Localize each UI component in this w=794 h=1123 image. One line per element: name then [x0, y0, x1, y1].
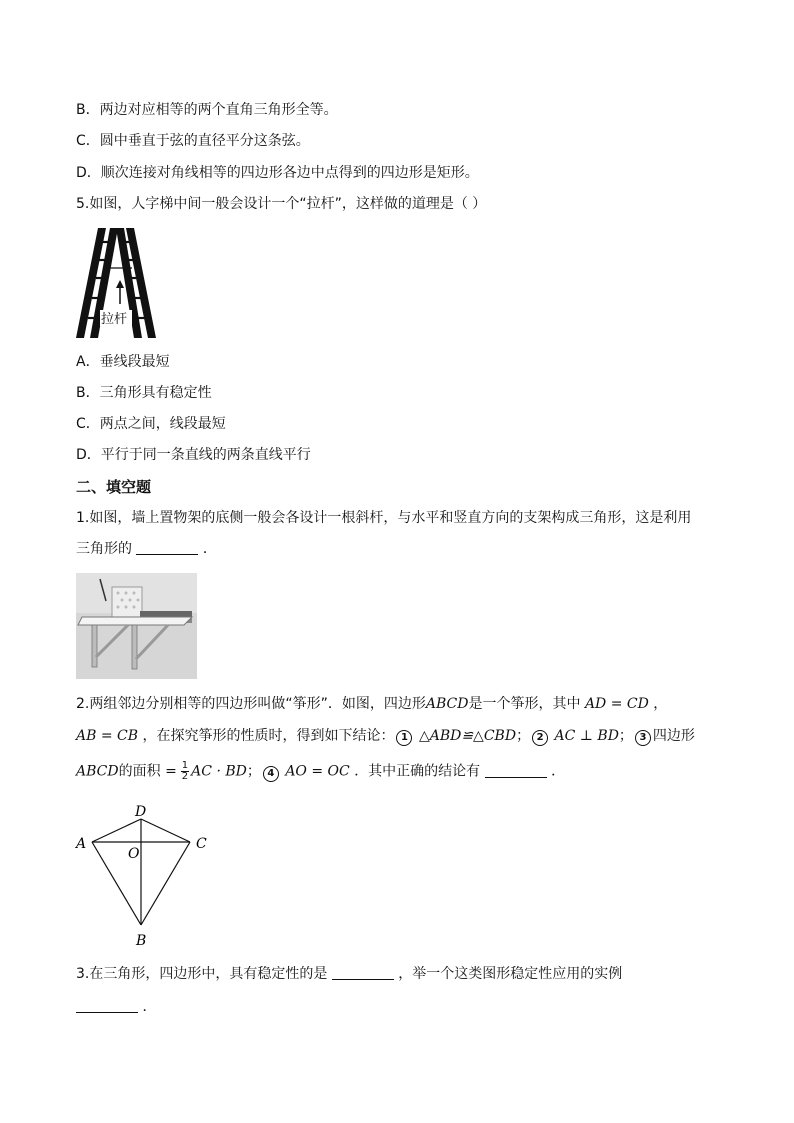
q5-option-a: A．垂线段最短	[76, 354, 170, 370]
fill-2-text: ．其中正确的结论有	[354, 763, 481, 780]
fill-1-line-1: 1.如图，墙上置物架的底侧一般会各设计一根斜杆，与水平和竖直方向的支架构成三角形，这是利用	[76, 510, 692, 526]
fill-2-line-1	[76, 694, 667, 714]
ladder-figure	[76, 228, 156, 340]
q5-option-b: B．三角形具有稳定性	[76, 385, 212, 401]
fill-2-text: ，	[653, 696, 668, 712]
circled-4-icon: 4	[263, 766, 279, 782]
side-cb	[141, 842, 190, 925]
quad-abcd: ABCD	[76, 763, 119, 780]
fill-2-line-3: ABCD的面积 = $\frac{1}{2}$ AC · BD； 4 AO = OC ．其中正确的结论有 ．	[76, 760, 566, 782]
fill-2-text: ，在探究筝形的性质时，得到如下结论：	[142, 728, 395, 744]
fill-3-blank-2[interactable]	[76, 998, 138, 1013]
fraction-denominator: 2	[181, 771, 189, 782]
fill-2-text: ．	[551, 763, 566, 780]
conclusion-3: 四边形	[652, 728, 695, 744]
q5-option-c: C．两点之间，线段最短	[76, 416, 226, 432]
fill-3-text: ，举一个这类图形稳定性应用的实例	[398, 966, 623, 982]
fill-3-line-2	[76, 997, 156, 1017]
fill-3-text: 3.在三角形，四边形中，具有稳定性的是	[76, 966, 328, 982]
fill-3-text: ．	[142, 999, 157, 1015]
option-d-q4: D．顺次连接对角线相等的四边形各边中点得到的四边形是矩形。	[76, 165, 479, 181]
fill-1-suffix: ．	[202, 541, 217, 557]
side-ad	[92, 819, 141, 842]
fill-1-prefix: 三角形的	[76, 541, 132, 557]
option-c-q4: C．圆中垂直于弦的直径平分这条弦。	[76, 133, 310, 149]
side-dc	[141, 819, 190, 842]
section-heading-fill-in: 二、填空题	[76, 478, 152, 496]
eq-ad-cd: AD = CD	[584, 696, 649, 712]
fill-2-blank[interactable]	[485, 763, 547, 778]
area-text: 的面积	[118, 763, 161, 780]
point-o-label: O	[128, 846, 140, 862]
fill-1-line-2	[76, 539, 217, 559]
fill-2-text: 是一个筝形，其中	[468, 696, 581, 712]
conclusion-1: △ABD≌△CBD	[418, 728, 517, 744]
question-5-stem: 5.如图，人字梯中间一般会设计一个“拉杆”，这样做的道理是（ ）	[76, 196, 487, 212]
fill-3-blank-1[interactable]	[332, 965, 394, 980]
option-b-q4: B．两边对应相等的两个直角三角形全等。	[76, 102, 338, 118]
fraction-one-half	[181, 761, 189, 782]
quad-abcd: ABCD	[425, 696, 469, 712]
point-c-label: C	[196, 836, 207, 852]
q5-option-d: D．平行于同一条直线的两条直线平行	[76, 447, 311, 463]
equals-sign: =	[165, 763, 177, 780]
circled-1-icon: 1	[396, 730, 412, 746]
point-a-label: A	[76, 836, 87, 852]
fraction-numerator: 1	[181, 760, 189, 771]
eq-ab-cb: AB = CB	[76, 728, 139, 744]
fill-1-blank[interactable]	[136, 540, 198, 555]
area-expression: AC · BD	[191, 763, 247, 780]
shelf-photo	[76, 573, 197, 679]
arrow-icon	[116, 280, 124, 288]
conclusion-4: AO = OC	[285, 763, 350, 780]
kite-diagram	[72, 800, 222, 950]
conclusion-2: AC ⊥ BD	[554, 728, 619, 744]
circled-3-icon: 3	[635, 730, 651, 746]
point-b-label: B	[136, 933, 147, 949]
point-d-label: D	[135, 804, 147, 820]
pull-rod-label: 拉杆	[101, 312, 128, 327]
fill-2-text: 2.两组邻边分别相等的四边形叫做“筝形”．如图，四边形	[76, 696, 426, 712]
fill-3-line-1	[76, 964, 622, 984]
circled-2-icon: 2	[532, 730, 548, 746]
fill-2-line-2: AB = CB ，在探究筝形的性质时，得到如下结论： 1 △ABD≌△CBD； 2 AC ⊥ BD； 3 四边形	[76, 728, 695, 744]
